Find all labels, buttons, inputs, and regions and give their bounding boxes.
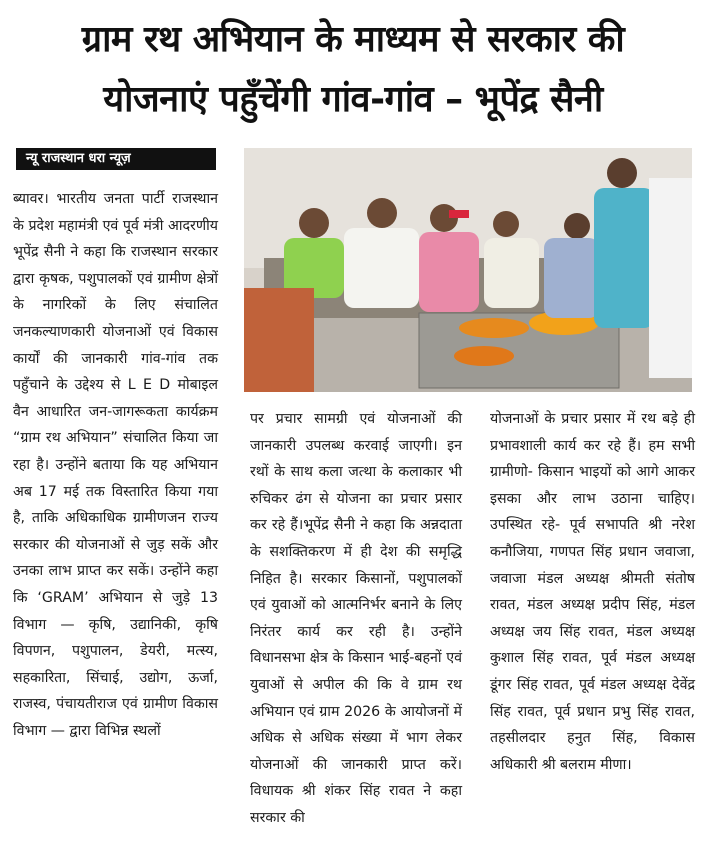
article-column-1: ब्यावर। भारतीय जनता पार्टी राजस्थान के प्रदेश महामंत्री एवं पूर्व मंत्री आदरणीय भूपेंद्र सैनी ने कहा कि राजस्थान सरकार द्वारा कृषक, पशुपालकों एवं ग्रामीण क्षेत्रों के नागरिकों के लिए संचालित जनकल्याणकारी योजनाओं एवं विकास कार्यों की जानकारी गांव-गांव तक पहुँचाने के उद्देश्य से L E D मोबाइल वैन आधारित जन-जागरूकता कार्यक्रम “ग्राम रथ अभियान” संचालित किया जा रहा है। उन्होंने बताया कि यह अभियान अब 17 मई तक विस्तारित किया गया है, ताकि अधिकाधिक ग्रामीणजन राज्य सरकार की योजनाओं से जुड़ सकें और उनका लाभ प्राप्त कर सकें। उन्होंने कहा कि ‘GRAM’ अभियान से जुड़े 13 विभाग — कृषि, उद्यानिकी, कृषि विपणन, पशुपालन, डेयरी, मत्स्य, सहकारिता, सिंचाई, उद्योग, ऊर्जा, राजस्व, पंचायतीराज एवं ग्रामीण विकास विभाग — द्वारा विभिन्न स्थलों xyxy=(13,191,218,739)
source-byline: न्यू राजस्थान धरा न्यूज़ xyxy=(16,148,216,170)
news-photo xyxy=(244,148,692,392)
article-column-3: योजनाओं के प्रचार प्रसार में रथ बड़े ही प्रभावशाली कार्य कर रहे हैं। हम सभी ग्रामीणो- किसान भाइयों को आगे आकर इसका और लाभ उठाना चाहिए। उपस्थित रहे- पूर्व सभापति श्री नरेश कनौजिया, गणपत सिंह प्रधान जवाजा, जवाजा मंडल अध्यक्ष श्रीमती संतोष रावत, मंडल अध्यक्ष प्रदीप सिंह, मंडल अध्यक्ष जय सिंह रावत, मंडल अध्यक्ष कुशाल सिंह रावत, पूर्व मंडल अध्यक्ष डूंगर सिंह रावत, पूर्व मंडल अध्यक्ष देवेंद्र सिंह रावत, पूर्व प्रधान प्रभु सिंह रावत, तहसीलदार हनुत सिंह, विकास अधिकारी श्री बलराम मीणा। xyxy=(490,411,695,773)
photo-illustration xyxy=(244,148,692,392)
article-column-2: पर प्रचार सामग्री एवं योजनाओं की जानकारी उपलब्ध करवाई जाएगी। इन रथों के साथ कला जत्था के कलाकार भी रुचिकर ढंग से योजना का प्रचार प्रसार कर रहे हैं।भूपेंद्र सैनी ने कहा कि अन्नदाता के सशक्तिकरण में ही देश की समृद्धि निहित है। सरकार किसानों, पशुपालकों एवं युवाओं को आत्मनिर्भर बनाने के लिए निरंतर कार्य कर रही है। उन्होंने विधानसभा क्षेत्र के किसान भाई-बहनों एवं युवाओं से अपील की कि वे ग्राम रथ अभियान एवं ग्राम 2026 के आयोजनों में अधिक से अधिक संख्या में भाग लेकर योजनाओं की जानकारी प्राप्त करें। विधायक श्री शंकर सिंह रावत ने कहा सरकार की xyxy=(250,411,462,826)
headline xyxy=(0,14,706,126)
headline-line-1: ग्राम रथ अभियान के माध्यम से सरकार की xyxy=(81,19,625,60)
headline-line-2: योजनाएं पहुँचेंगी गांव-गांव – भूपेंद्र सैनी xyxy=(103,79,603,120)
